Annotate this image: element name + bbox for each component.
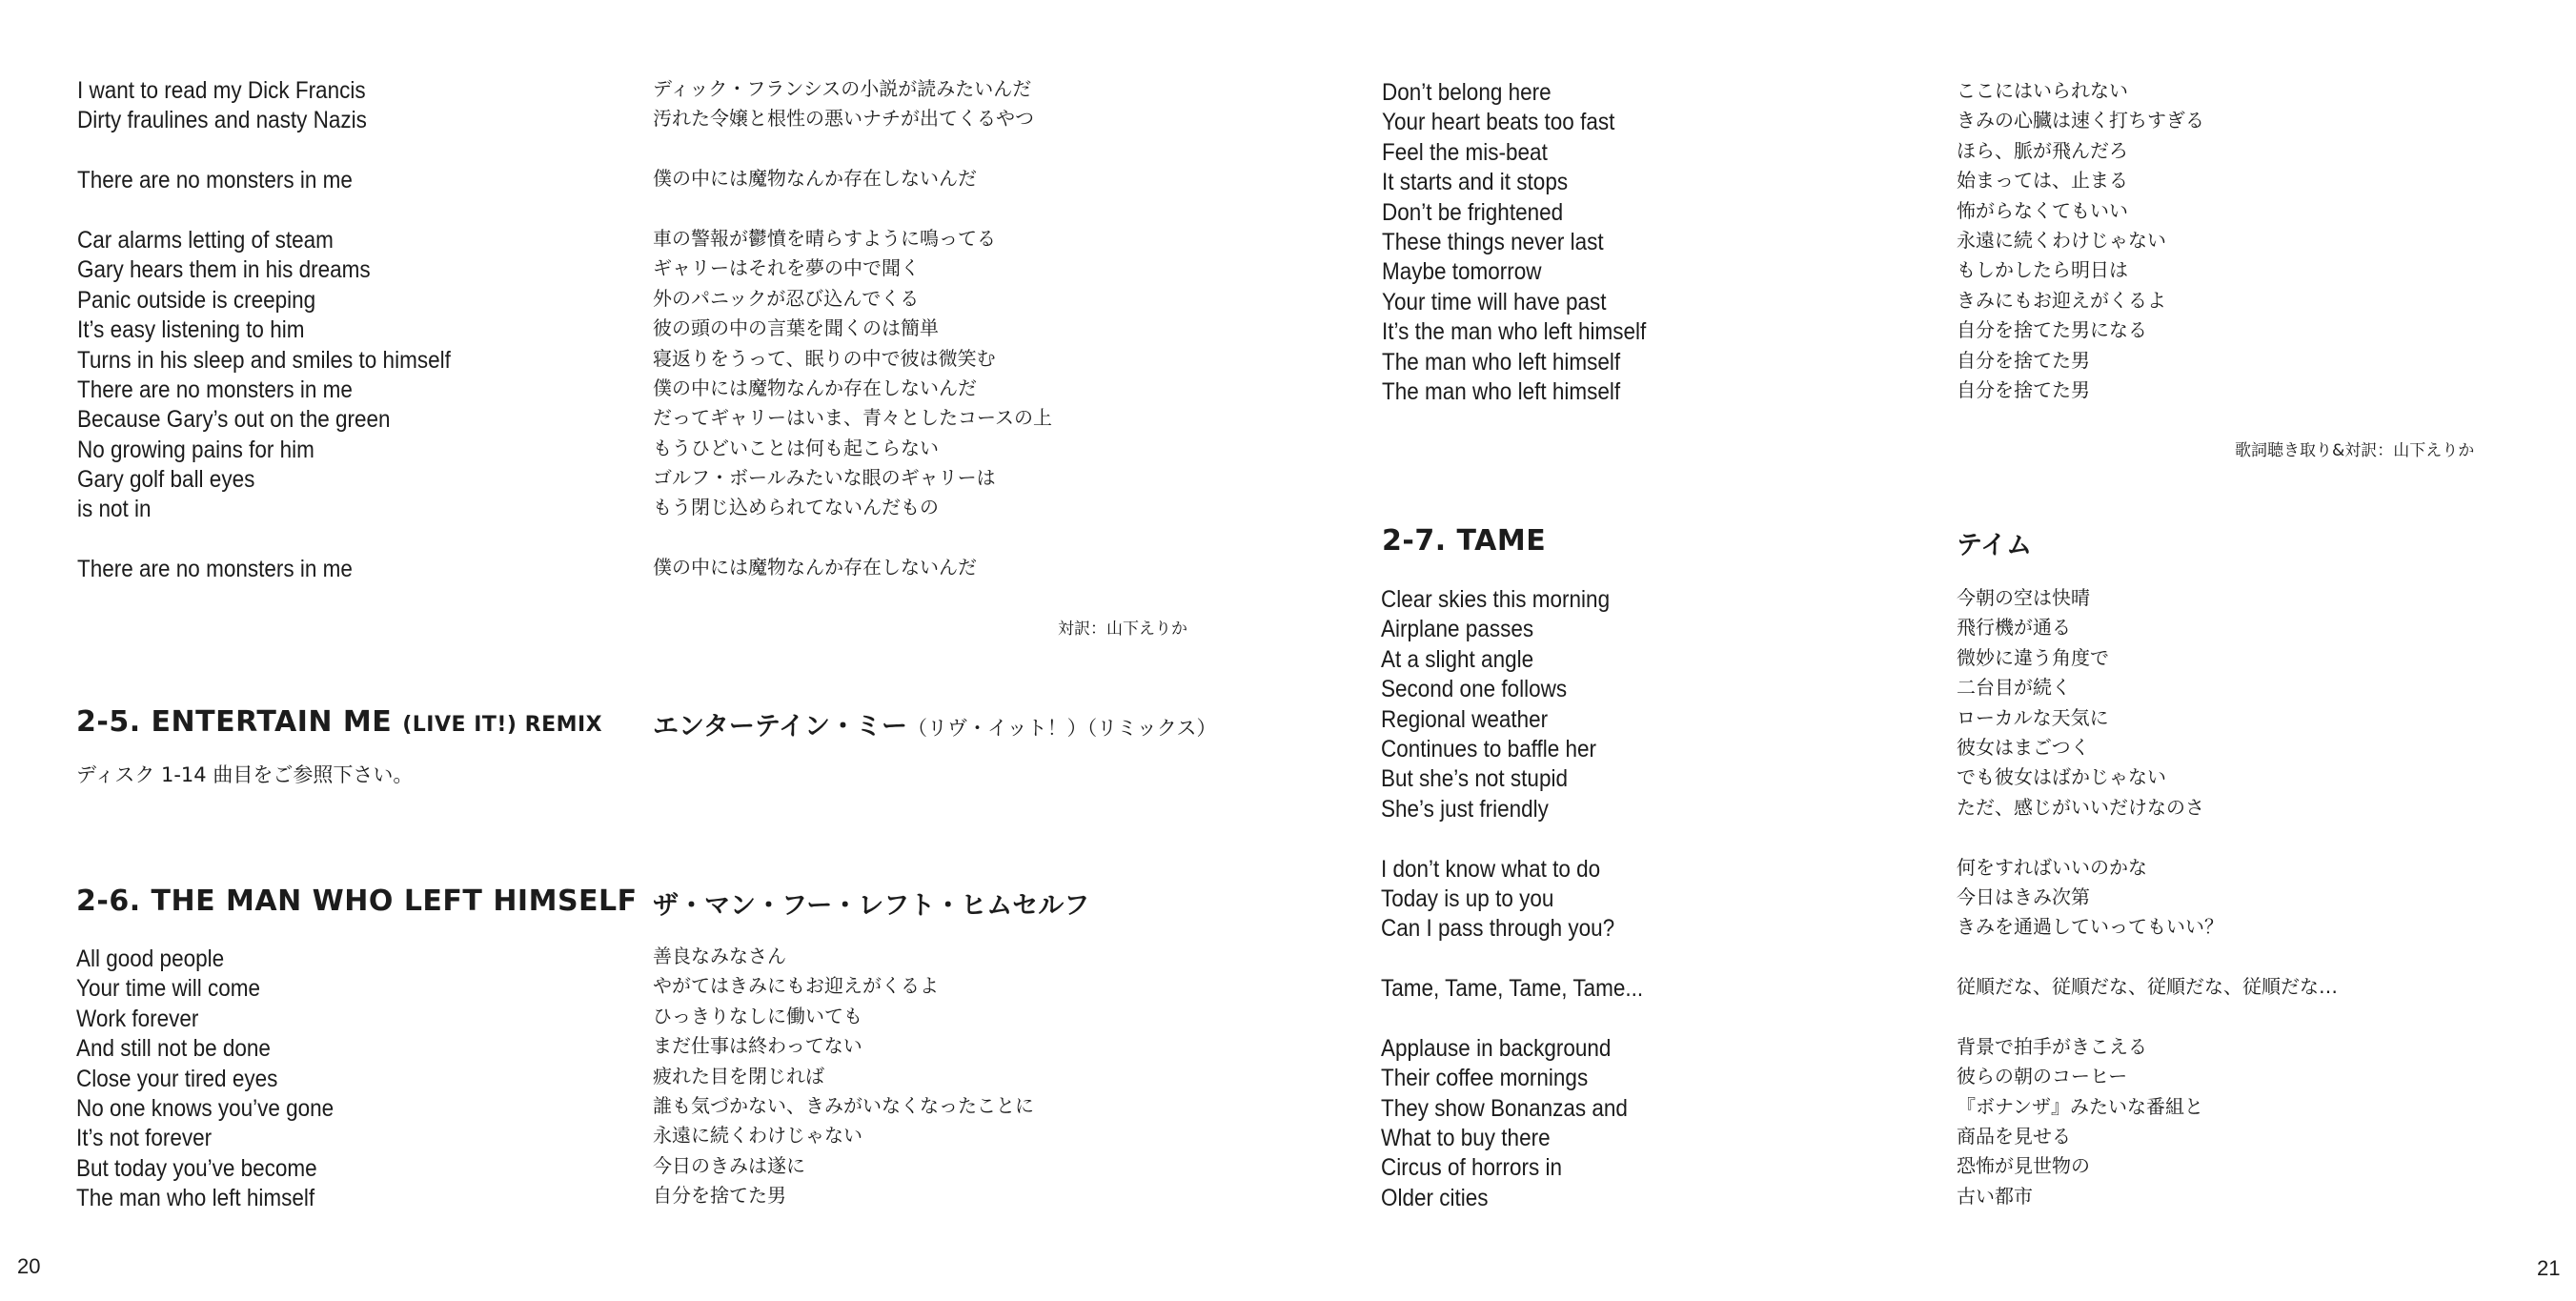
lyric-line: 『ボナンザ』みたいな番組と — [1957, 1094, 2203, 1118]
lyric-line: The man who left himself — [76, 1185, 315, 1212]
lyric-line: 自分を捨てた男 — [1957, 377, 2090, 401]
lyric-line: Maybe tomorrow — [1382, 258, 1542, 286]
stanza-gap — [653, 134, 1052, 164]
stanza-gap — [77, 196, 451, 226]
lyric-line: There are no monsters in me — [77, 167, 353, 194]
lyric-line: ただ、感じがいいだけなのさ — [1957, 795, 2204, 819]
stanza-gap — [1381, 824, 1643, 854]
lyric-line: 従順だな、従順だな、従順だな、従順だな… — [1957, 975, 2338, 999]
lyric-line: Don’t belong here — [1382, 79, 1552, 106]
lyric-line: is not in — [77, 496, 152, 523]
lyric-line: もしかしたら明日は — [1957, 258, 2128, 282]
lyric-line: 古い都市 — [1957, 1184, 2033, 1208]
lyric-line: Don’t be frightened — [1382, 198, 1564, 226]
lyric-line: Gary hears them in his dreams — [77, 256, 371, 284]
lyric-line: 今日はきみ次第 — [1957, 884, 2090, 908]
lyric-line: 恐怖が見世物の — [1957, 1154, 2090, 1178]
lyric-line: でも彼女はばかじゃない — [1957, 765, 2166, 789]
page-number-left: 20 — [17, 1254, 41, 1278]
lyric-line: Gary golf ball eyes — [77, 466, 255, 494]
lyric-line: Tame, Tame, Tame, Tame... — [1381, 975, 1644, 1003]
lyric-line: 誰も気づかない、きみがいなくなったことに — [653, 1093, 1034, 1117]
lyric-line: It’s the man who left himself — [1382, 318, 1647, 346]
song6-cont-lyrics-en — [1382, 78, 1646, 407]
lyric-line: 何をすればいいのかな — [1957, 855, 2147, 879]
lyric-line: But she’s not stupid — [1381, 765, 1568, 793]
lyric-line: Panic outside is creeping — [77, 286, 316, 314]
lyric-line: Dirty fraulines and nasty Nazis — [77, 107, 367, 134]
stanza-gap — [653, 523, 1052, 553]
lyric-line: やがてはきみにもお迎えがくるよ — [653, 974, 939, 998]
lyric-line: There are no monsters in me — [77, 376, 353, 403]
song5-title: 2-5. ENTERTAIN ME — [76, 705, 393, 739]
lyric-line: There are no monsters in me — [77, 556, 353, 583]
song5-heading-jp — [653, 705, 1216, 742]
lyric-line: Close your tired eyes — [76, 1065, 278, 1092]
lyric-line: Circus of horrors in — [1381, 1154, 1563, 1182]
lyric-line: Today is up to you — [1381, 884, 1554, 912]
lyric-line: もうひどいことは何も起こらない — [653, 436, 939, 459]
lyric-line: きみにもお迎えがくるよ — [1957, 288, 2166, 312]
lyric-line: Second one follows — [1381, 676, 1568, 703]
lyric-line: Can I pass through you? — [1381, 915, 1615, 943]
song7-lyrics-jp — [1957, 583, 2338, 1211]
song5-note: ディスク 1-14 曲目をご参照下さい。 — [76, 763, 414, 786]
lyric-line: 僕の中には魔物なんか存在しないんだ — [653, 167, 977, 191]
lyric-line: Clear skies this morning — [1381, 586, 1611, 613]
lyric-line: だってギャリーはいま、青々としたコースの上 — [653, 406, 1052, 430]
lyric-line: She’s just friendly — [1381, 795, 1549, 823]
lyric-line: Their coffee mornings — [1381, 1065, 1589, 1092]
song6-credit: 歌詞聴き取り&対訳：山下えりか — [2235, 441, 2475, 460]
song5-title-suffix: (LIVE IT!) REMIX — [402, 713, 603, 737]
stanza-gap — [1381, 1004, 1643, 1033]
lyric-line: Feel the mis-beat — [1382, 138, 1548, 166]
lyric-line: 自分を捨てた男になる — [1957, 318, 2147, 342]
lyric-line: 外のパニックが忍び込んでくる — [653, 286, 920, 310]
lyric-line: ギャリーはそれを夢の中で聞く — [653, 256, 920, 280]
song6-heading-en: 2-6. THE MAN WHO LEFT HIMSELF — [76, 884, 638, 918]
lyric-line: Work forever — [76, 1005, 199, 1032]
lyric-line: 永遠に続くわけじゃない — [1957, 228, 2166, 252]
lyric-line: 自分を捨てた男 — [653, 1184, 786, 1208]
lyric-line: All good people — [76, 945, 225, 972]
lyric-line: もう閉じ込められてないんだもの — [653, 496, 939, 519]
lyric-line: 寝返りをうって、眠りの中で彼は微笑む — [653, 346, 996, 370]
lyric-line: They show Bonanzas and — [1381, 1094, 1628, 1122]
lyric-line: No one knows you’ve gone — [76, 1094, 335, 1122]
lyric-line: It starts and it stops — [1382, 169, 1569, 196]
lyric-line: 背景で拍手がきこえる — [1957, 1034, 2147, 1058]
lyric-line: ひっきりなしに働いても — [653, 1004, 862, 1027]
lyric-line: 始まっては、止まる — [1957, 169, 2128, 193]
song7-heading-en: 2-7. TAME — [1382, 524, 1547, 558]
lyric-line: Because Gary’s out on the green — [77, 406, 391, 434]
lyric-line: きみの心臓は速く打ちすぎる — [1957, 109, 2204, 132]
lyric-line: The man who left himself — [1382, 377, 1621, 405]
lyric-line: ここにはいられない — [1957, 79, 2128, 102]
song5-heading-en — [76, 705, 602, 739]
lyric-line: 善良なみなさん — [653, 945, 786, 967]
lyric-line: The man who left himself — [1382, 348, 1621, 376]
lyric-line: I don’t know what to do — [1381, 855, 1601, 883]
lyric-line: 飛行機が通る — [1957, 616, 2071, 640]
song6-lyrics-en — [76, 945, 334, 1214]
lyric-line: 車の警報が鬱憤を晴らすように鳴ってる — [653, 226, 996, 250]
lyric-line: 怖がらなくてもいい — [1957, 198, 2128, 222]
lyric-line: No growing pains for him — [77, 436, 314, 463]
song6-cont-lyrics-jp — [1957, 76, 2204, 405]
lyric-line: What to buy there — [1381, 1125, 1551, 1152]
lyric-line: I want to read my Dick Francis — [77, 77, 366, 104]
song7-lyrics-en — [1381, 585, 1643, 1213]
lyric-line: 疲れた目を閉じれば — [653, 1064, 824, 1088]
lyric-line: まだ仕事は終わってない — [653, 1034, 862, 1058]
lyric-line: It’s easy listening to him — [77, 316, 305, 344]
lyric-line: And still not be done — [76, 1035, 271, 1063]
lyric-line: ほら、脈が飛んだろ — [1957, 138, 2128, 162]
lyric-line: 僕の中には魔物なんか存在しないんだ — [653, 556, 977, 579]
lyric-line: 汚れた令嬢と根性の悪いナチが出てくるやつ — [653, 107, 1034, 131]
stanza-gap — [77, 136, 451, 166]
song6-heading-jp: ザ・マン・フー・レフト・ヒムセルフ — [653, 891, 1090, 921]
song5-title-jp: エンターテイン・ミー — [653, 712, 908, 742]
stanza-gap — [1957, 1002, 2338, 1031]
stanza-gap — [1957, 823, 2338, 852]
song7-heading-jp: テイム — [1957, 531, 2033, 560]
lyric-line: Your time will have past — [1382, 288, 1607, 315]
lyric-line: Applause in background — [1381, 1034, 1612, 1062]
lyric-line: Airplane passes — [1381, 616, 1534, 643]
lyric-line: It’s not forever — [76, 1125, 213, 1152]
lyric-line: 僕の中には魔物なんか存在しないんだ — [653, 376, 977, 399]
lyric-line: 彼らの朝のコーヒー — [1957, 1065, 2128, 1088]
song6-lyrics-jp — [653, 942, 1034, 1211]
lyric-line: ディック・フランシスの小説が読みたいんだ — [653, 77, 1032, 100]
lyric-line: 二台目が続く — [1957, 676, 2071, 700]
lyric-line: 彼女はまごつく — [1957, 735, 2090, 759]
stanza-gap — [77, 525, 451, 555]
page-number-right: 21 — [2537, 1256, 2561, 1280]
lyric-line: 今朝の空は快晴 — [1957, 586, 2090, 609]
stanza-gap — [1957, 943, 2338, 972]
lyric-line: At a slight angle — [1381, 645, 1534, 673]
lyric-line: きみを通過していってもいい？ — [1957, 915, 2223, 939]
lyric-line: 商品を見せる — [1957, 1125, 2071, 1149]
song4-lyrics-jp — [653, 74, 1052, 583]
lyric-line: 自分を捨てた男 — [1957, 348, 2090, 372]
lyric-line: 微妙に違う角度で — [1957, 645, 2109, 669]
lyric-line: But today you’ve become — [76, 1154, 317, 1182]
lyric-line: Turns in his sleep and smiles to himself — [77, 346, 451, 374]
song4-credit: 対訳：山下えりか — [1058, 620, 1187, 639]
stanza-gap — [653, 194, 1052, 224]
lyric-line: ゴルフ・ボールみたいな眼のギャリーは — [653, 466, 996, 490]
lyric-line: Continues to baffle her — [1381, 735, 1596, 762]
lyric-line: These things never last — [1382, 228, 1604, 255]
lyric-line: Your heart beats too fast — [1382, 109, 1615, 136]
lyric-line: Older cities — [1381, 1184, 1489, 1211]
song5-title-jp-suffix: （リヴ・イット！）（リミックス） — [907, 717, 1217, 740]
song4-lyrics-en — [77, 76, 451, 585]
lyric-line: 彼の頭の中の言葉を聞くのは簡単 — [653, 316, 939, 340]
lyric-line: Regional weather — [1381, 705, 1549, 733]
lyric-line: 今日のきみは遂に — [653, 1153, 805, 1177]
lyric-line: ローカルな天気に — [1957, 705, 2109, 729]
lyric-line: Your time will come — [76, 975, 260, 1003]
lyric-line: Car alarms letting of steam — [77, 226, 334, 254]
stanza-gap — [1381, 945, 1643, 974]
lyric-line: 永遠に続くわけじゃない — [653, 1124, 862, 1148]
